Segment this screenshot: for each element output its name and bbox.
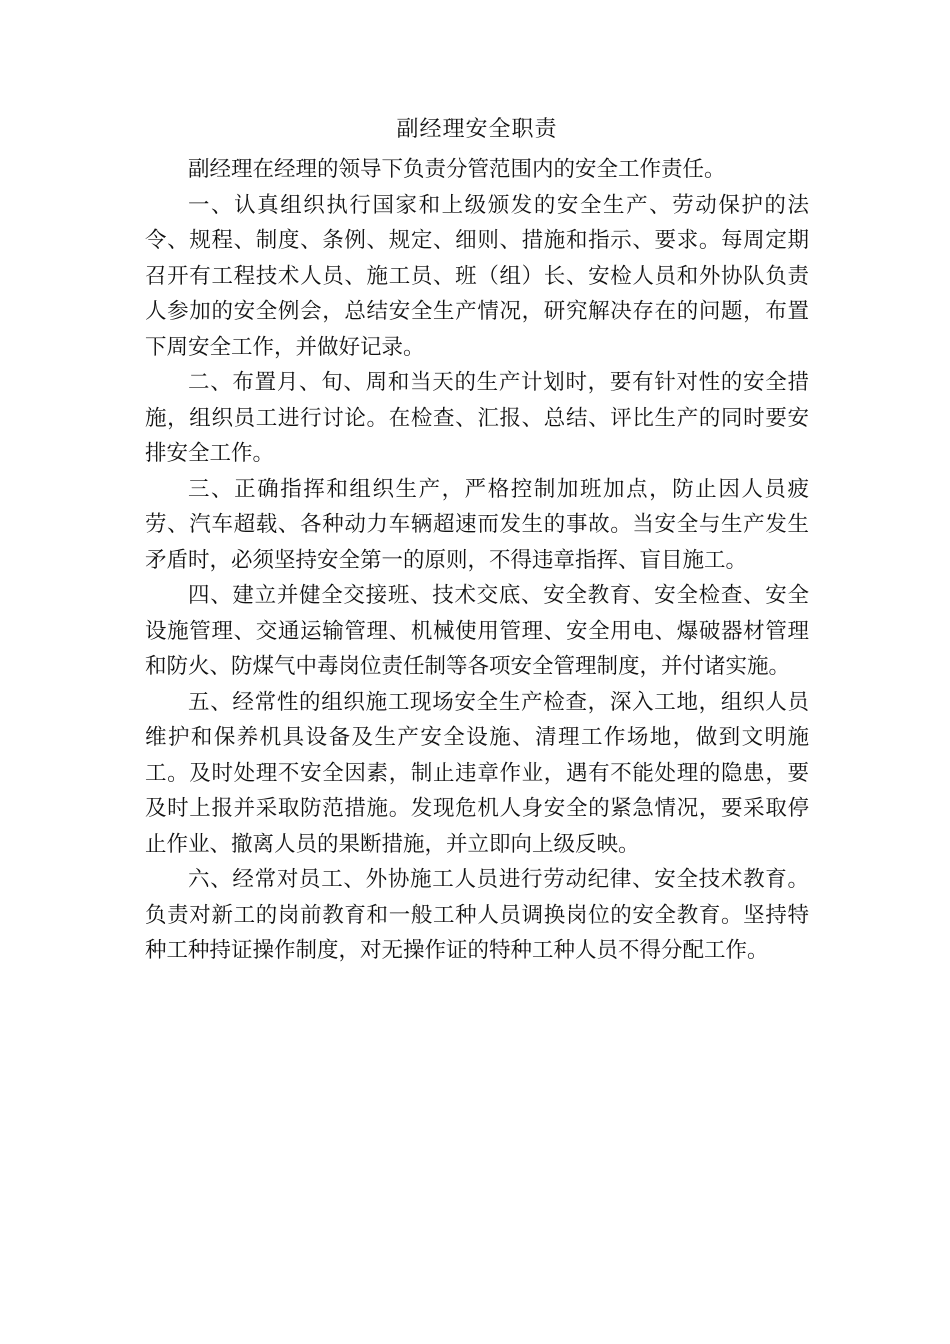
paragraph-item-5: 五、经常性的组织施工现场安全生产检查，深入工地，组织人员维护和保养机具设备及生产安全设施、清理工作场地，做到文明施工。及时处理不安全因素，制止违章作业，遇有不能处理的隐患，要及时上报并采取防范措施。发现危机人身安全的紧急情况，要采取停止作业、撤离人员的果断措施，并立即向上级反映。 <box>145 689 809 857</box>
paragraph-item-3: 三、正确指挥和组织生产，严格控制加班加点，防止因人员疲劳、汽车超载、各种动力车辆超速而发生的事故。当安全与生产发生矛盾时，必须坚持安全第一的原则，不得违章指挥、盲目施工。 <box>145 476 809 573</box>
paragraph-item-1: 一、认真组织执行国家和上级颁发的安全生产、劳动保护的法令、规程、制度、条例、规定、细则、措施和指示、要求。每周定期召开有工程技术人员、施工员、班（组）长、安检人员和外协队负责人参加的安全例会，总结安全生产情况，研究解决存在的问题，布置下周安全工作，并做好记录。 <box>145 192 809 360</box>
paragraph-item-6: 六、经常对员工、外协施工人员进行劳动纪律、安全技术教育。负责对新工的岗前教育和一般工种人员调换岗位的安全教育。坚持特种工种持证操作制度，对无操作证的特种工种人员不得分配工作。 <box>145 867 809 963</box>
paragraph-intro: 副经理在经理的领导下负责分管范围内的安全工作责任。 <box>188 157 726 182</box>
paragraph-item-4: 四、建立并健全交接班、技术交底、安全教育、安全检查、安全设施管理、交通运输管理、机械使用管理、安全用电、爆破器材管理和防火、防煤气中毒岗位责任制等各项安全管理制度，并付诸实施。 <box>145 583 809 679</box>
document-title: 副经理安全职责 <box>396 117 558 142</box>
paragraph-item-2: 二、布置月、旬、周和当天的生产计划时，要有针对性的安全措施，组织员工进行讨论。在检查、汇报、总结、评比生产的同时要安排安全工作。 <box>145 370 809 466</box>
document-body <box>145 112 809 969</box>
